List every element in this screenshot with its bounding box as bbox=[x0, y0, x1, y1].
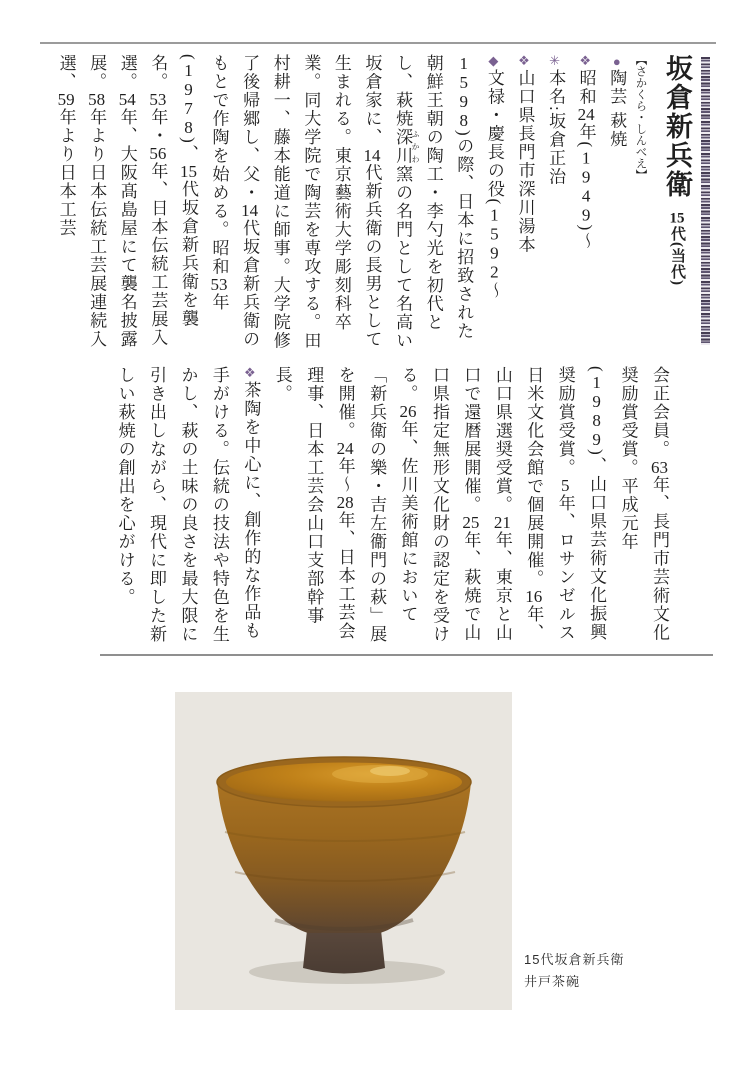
generation-label: 15代(当代) bbox=[669, 211, 685, 286]
text-column-paragraph: ●陶芸 萩焼 bbox=[607, 54, 627, 149]
clover-icon: ❖ bbox=[243, 366, 259, 381]
tea-bowl-image bbox=[175, 692, 512, 1010]
decorative-dashed-bar bbox=[701, 57, 710, 345]
caption-line-2: 井戸茶碗 bbox=[524, 974, 581, 990]
caption-line-1: 15代坂倉新兵衛 bbox=[524, 952, 625, 967]
text-column-paragraph: 会正会員。63年、長門市芸術文化奨励賞受賞。平成元年(1989)、山口県芸術文化振興奨励賞受賞。5年、ロサンゼルス日米文化会館で個展開催。16年、山口県選奨受賞。21年、東京と山口で還暦展開催。25年、萩焼で山口県指定無形文化財の認定を受ける。26年、佐川美術館において「新兵衛の樂・吉左衞門の萩」展を開催。24年〜28年、日本工芸会理事、日本工芸会山口支部幹事長。 bbox=[272, 366, 669, 644]
clover-icon: ❖ bbox=[517, 54, 533, 69]
text-column-paragraph: ❖茶陶を中心に、創作的な作品も手がける。伝統の技法や特色を生かし、萩の土味の良さを最大限に引き出しながら、現代に即した新しい萩焼の創出を心がける。 bbox=[115, 366, 261, 644]
diamond-icon: ◆ bbox=[486, 54, 502, 69]
page-title: 坂倉新兵衛 bbox=[662, 54, 692, 199]
clover-icon: ❖ bbox=[578, 54, 594, 69]
entry-title-column bbox=[657, 54, 698, 352]
circle-icon: ● bbox=[609, 54, 625, 69]
top-rule bbox=[40, 42, 716, 44]
artwork-photo bbox=[175, 692, 512, 1010]
reading-label: 【さかくら・しんべえ】 bbox=[634, 54, 647, 181]
biography-text-block-1 bbox=[50, 54, 697, 352]
text-column-paragraph: ✳本名:坂倉正治 bbox=[546, 54, 566, 187]
text-column-paragraph: ◆文禄・慶長の役(1592〜1598)の際、日本に招致された朝鮮王朝の陶工・李勺光を初代とし、萩焼深川 ふかわ窯の名門として名高い坂倉家に、14代新兵衛の長男として生まれる。東京藝術大学彫刻科卒業。同大学院で陶芸を専攻する。田村耕一、藤本能道に師事。大学院修了後帰郷し、父・14代坂倉新兵衛のもとで作陶を始める。昭和53年(1978)、15代坂倉新兵衛を襲名。53年・56年、日本伝統工芸展入選。54年、大阪髙島屋にて襲名披露展。58年より日本伝統工芸展連続入選、59年より日本工芸 bbox=[56, 54, 504, 350]
asterisk-icon: ✳ bbox=[548, 54, 564, 69]
text-column-paragraph: ❖昭和24年(1949)〜 bbox=[576, 54, 596, 251]
text-column-paragraph: ❖山口県長門市深川湯本 bbox=[515, 54, 535, 254]
photo-caption bbox=[524, 949, 704, 993]
biography-text-block-2 bbox=[109, 366, 675, 658]
